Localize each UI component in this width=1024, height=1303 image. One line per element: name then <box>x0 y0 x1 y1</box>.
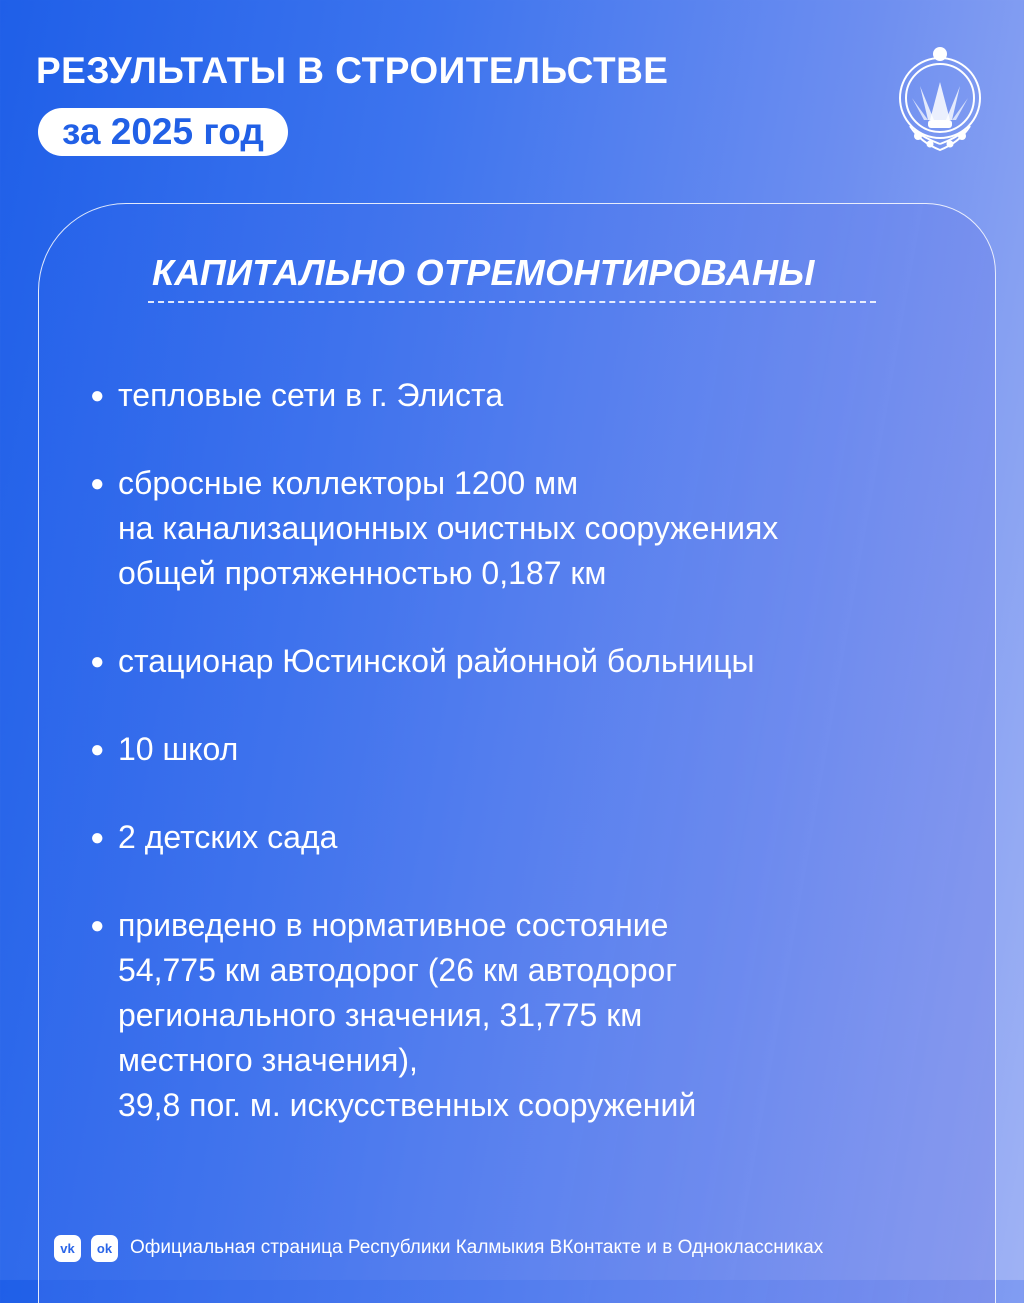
coat-of-arms-emblem-icon <box>890 42 990 158</box>
section-title: КАПИТАЛЬНО ОТРЕМОНТИРОВАНЫ <box>152 252 815 293</box>
results-list <box>90 373 980 1128</box>
bullet-icon: ● <box>90 382 105 409</box>
list-item <box>90 373 980 418</box>
vk-icon[interactable]: vk <box>54 1235 81 1262</box>
bullet-icon: ● <box>90 470 105 497</box>
footer-text: Официальная страница Республики Калмыкия ВКонтакте и в Одноклассниках <box>130 1237 824 1258</box>
list-item <box>90 727 980 772</box>
item-line: регионального значения, 31,775 км <box>118 997 643 1033</box>
list-item <box>90 461 980 596</box>
list-item <box>90 639 980 684</box>
year-badge: за 2025 год <box>38 108 288 156</box>
item-line: 10 школ <box>118 731 239 767</box>
item-line: на канализационных очистных сооружениях <box>118 510 779 546</box>
item-line: тепловые сети в г. Элиста <box>118 377 504 413</box>
item-line: сбросные коллекторы 1200 мм <box>118 465 579 501</box>
item-line: 2 детских сада <box>118 819 338 855</box>
item-line: местного значения), <box>118 1042 418 1078</box>
bullet-icon: ● <box>90 736 105 763</box>
item-line: стационар Юстинской районной больницы <box>118 643 755 679</box>
footer <box>54 1234 823 1262</box>
section-divider <box>148 301 876 303</box>
item-line: 54,775 км автодорог (26 км автодорог <box>118 952 678 988</box>
bullet-icon: ● <box>90 912 105 939</box>
bullet-icon: ● <box>90 824 105 851</box>
bullet-icon: ● <box>90 648 105 675</box>
item-line: общей протяженностью 0,187 км <box>118 555 607 591</box>
list-item <box>90 815 980 860</box>
item-line: приведено в нормативное состояние <box>118 907 669 943</box>
list-item <box>90 903 980 1128</box>
odnoklassniki-icon[interactable]: ok <box>91 1235 118 1262</box>
item-line: 39,8 пог. м. искусственных сооружений <box>118 1087 697 1123</box>
page-title: РЕЗУЛЬТАТЫ В СТРОИТЕЛЬСТВЕ <box>36 50 669 91</box>
